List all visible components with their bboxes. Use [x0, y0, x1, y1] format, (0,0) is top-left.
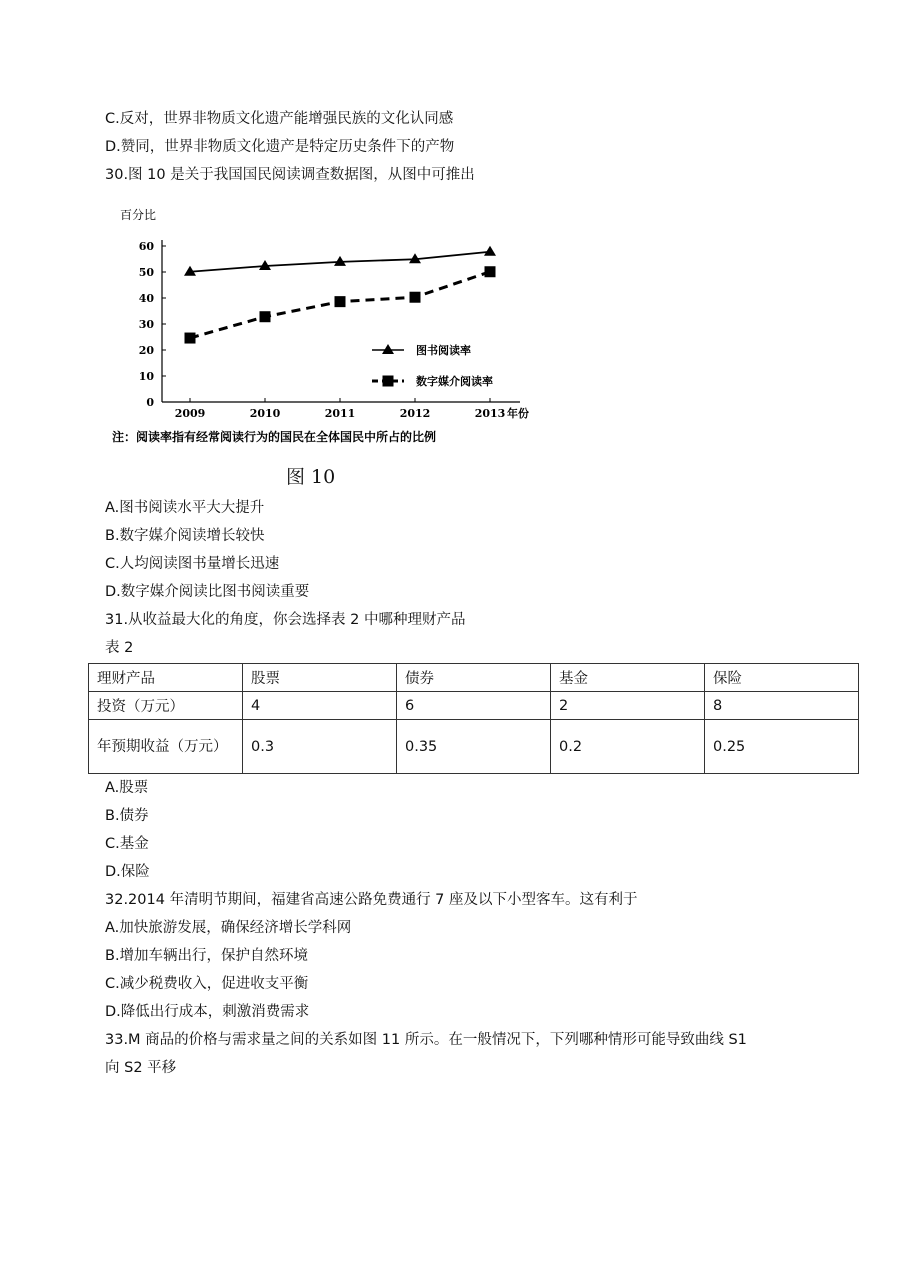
- y-tick-label: 0: [146, 396, 154, 409]
- table-header-cell: 保险: [705, 664, 859, 692]
- y-tick-label: 50: [138, 266, 154, 279]
- q31-option-d: D.保险: [105, 864, 150, 880]
- table-header-cell: 基金: [551, 664, 705, 692]
- square-marker: [185, 333, 196, 344]
- triangle-marker: [382, 344, 394, 354]
- legend: [372, 343, 493, 388]
- q32-option-d: D.降低出行成本，刺激消费需求: [105, 1004, 310, 1020]
- square-marker: [335, 296, 346, 307]
- option-c-q29: C.反对，世界非物质文化遗产能增强民族的文化认同感: [105, 111, 454, 127]
- question-32: 32.2014 年清明节期间，福建省高速公路免费通行 7 座及以下小型客车。这有利于: [105, 892, 638, 908]
- chart-note: 注：阅读率指有经常阅读行为的国民在全体国民中所占的比例: [112, 430, 437, 444]
- table-row: [89, 692, 859, 720]
- y-axis-label: 百分比: [120, 208, 157, 222]
- triangle-marker: [484, 246, 496, 256]
- y-tick-label: 40: [138, 292, 154, 305]
- question-33-line2: 向 S2 平移: [105, 1060, 177, 1076]
- square-marker: [383, 376, 394, 387]
- x-tick-label: 2011: [324, 407, 356, 420]
- table-cell: 0.2: [551, 720, 705, 774]
- q32-option-c: C.减少税费收入，促进收支平衡: [105, 976, 309, 992]
- table-cell: 8: [705, 692, 859, 720]
- reading-rate-chart: [100, 200, 540, 450]
- question-31: 31.从收益最大化的角度，你会选择表 2 中哪种理财产品: [105, 612, 466, 628]
- table-row: [89, 720, 859, 774]
- legend-label: 数字媒介阅读率: [416, 375, 493, 388]
- q31-option-a: A.股票: [105, 780, 149, 796]
- x-ticks: [175, 398, 529, 420]
- x-tick-label: 2013: [474, 407, 506, 420]
- q30-option-c: C.人均阅读图书量增长迅速: [105, 556, 280, 572]
- square-marker: [410, 292, 421, 303]
- option-d-q29: D.赞同，世界非物质文化遗产是特定历史条件下的产物: [105, 139, 455, 155]
- table-cell: 0.25: [705, 720, 859, 774]
- x-tick-label: 2012: [399, 407, 431, 420]
- table-cell: 0.35: [397, 720, 551, 774]
- q30-option-d: D.数字媒介阅读比图书阅读重要: [105, 584, 310, 600]
- table-title: 表 2: [105, 640, 134, 656]
- table-cell: 投资（万元）: [89, 692, 243, 720]
- x-tick-label: 2010: [249, 407, 281, 420]
- y-tick-label: 60: [138, 240, 154, 253]
- legend-label: 图书阅读率: [416, 344, 471, 357]
- table-cell: 年预期收益（万元）: [89, 720, 243, 774]
- table-header-cell: 股票: [243, 664, 397, 692]
- q31-option-b: B.债券: [105, 808, 149, 824]
- y-tick-label: 30: [138, 318, 154, 331]
- q30-option-b: B.数字媒介阅读增长较快: [105, 528, 265, 544]
- y-tick-label: 10: [138, 370, 154, 383]
- table-header-row: [89, 664, 859, 692]
- q32-option-a: A.加快旅游发展，确保经济增长学科网: [105, 920, 352, 936]
- y-tick-label: 20: [138, 344, 154, 357]
- square-marker: [260, 311, 271, 322]
- table-cell: 4: [243, 692, 397, 720]
- q30-option-a: A.图书阅读水平大大提升: [105, 500, 265, 516]
- table-header-cell: 债券: [397, 664, 551, 692]
- table-cell: 2: [551, 692, 705, 720]
- table-cell: 6: [397, 692, 551, 720]
- series-lines: [184, 246, 496, 344]
- q32-option-b: B.增加车辆出行，保护自然环境: [105, 948, 309, 964]
- question-30: 30.图 10 是关于我国国民阅读调查数据图，从图中可推出: [105, 167, 475, 183]
- table-header-cell: 理财产品: [89, 664, 243, 692]
- q31-option-c: C.基金: [105, 836, 149, 852]
- table-cell: 0.3: [243, 720, 397, 774]
- x-tick-label: 2009: [174, 407, 206, 420]
- x-axis-label: 年份: [507, 407, 529, 420]
- square-marker: [485, 266, 496, 277]
- table-2: [88, 663, 859, 774]
- figure-caption: 图 10: [286, 466, 336, 488]
- question-33-line1: 33.M 商品的价格与需求量之间的关系如图 11 所示。在一般情况下，下列哪种情形可能导致曲线 S1: [105, 1032, 747, 1048]
